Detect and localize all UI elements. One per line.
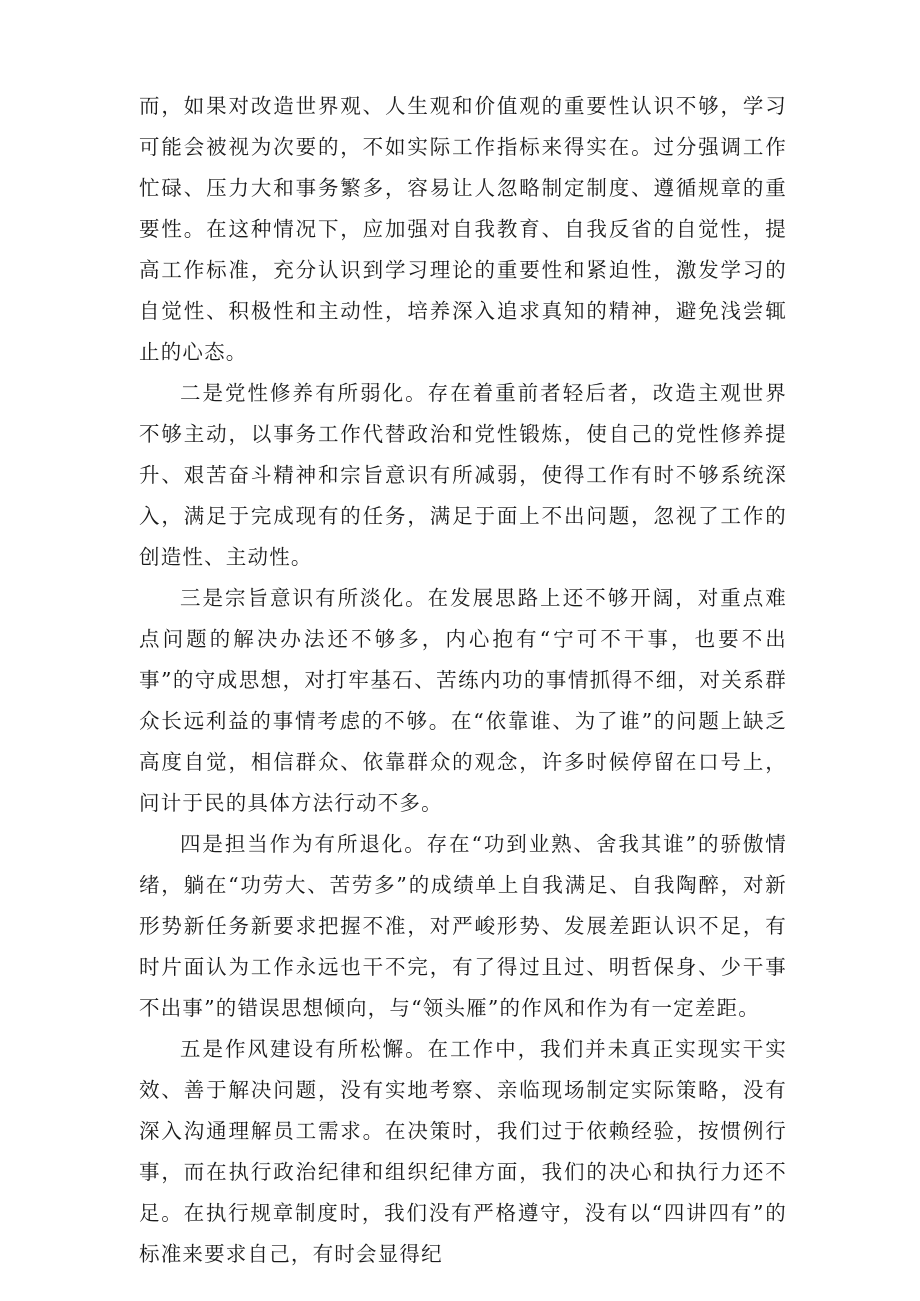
paragraph-work-style: 五是作风建设有所松懈。在工作中，我们并未真正实现实干实效、善于解决问题，没有实地考察、亲临现场制定实际策略，没有深入沟通理解员工需求。在决策时，我们过于依赖经验，按惯例行事，而在执行政治纪律和组织纪律方面，我们的决心和执行力还不足。在执行规章制度时，我们没有严格遵守，没有以“四讲四有”的标准来要求自己，有时会显得纪 <box>139 1037 787 1266</box>
paragraph-party-spirit: 二是党性修养有所弱化。存在着重前者轻后者，改造主观世界不够主动，以事务工作代替政治和党性锻炼，使自己的党性修养提升、艰苦奋斗精神和宗旨意识有所减弱，使得工作有时不够系统深入，满足于完成现有的任务，满足于面上不出问题，忽视了工作的创造性、主动性。 <box>139 381 787 569</box>
paragraph-purpose-awareness: 三是宗旨意识有所淡化。在发展思路上还不够开阔，对重点难点问题的解决办法还不够多，内心抱有“宁可不干事，也要不出事”的守成思想，对打牢基石、苦练内功的事情抓得不细，对关系群众长远利益的事情考虑的不够。在“依靠谁、为了谁”的问题上缺乏高度自觉，相信群众、依靠群众的观念，许多时候停留在口号上，问计于民的具体方法行动不多。 <box>139 586 787 815</box>
document-body <box>139 86 787 1275</box>
paragraph-continuation: 而，如果对改造世界观、人生观和价值观的重要性认识不够，学习可能会被视为次要的，不如实际工作指标来得实在。过分强调工作忙碌、压力大和事务繁多，容易让人忽略制定制度、遵循规章的重要性。在这种情况下，应加强对自我教育、自我反省的自觉性，提高工作标准，充分认识到学习理论的重要性和紧迫性，激发学习的自觉性、积极性和主动性，培养深入追求真知的精神，避免浅尝辄止的心态。 <box>139 94 787 364</box>
paragraph-responsibility: 四是担当作为有所退化。存在“功到业熟、舍我其谁”的骄傲情绪，躺在“功劳大、苦劳多”的成绩单上自我满足、自我陶醉，对新形势新任务新要求把握不准，对严峻形势、发展差距认识不足，有时片面认为工作永远也干不完，有了得过且过、明哲保身、少干事不出事”的错误思想倾向，与“领头雁”的作风和作为有一定差距。 <box>139 832 787 1020</box>
